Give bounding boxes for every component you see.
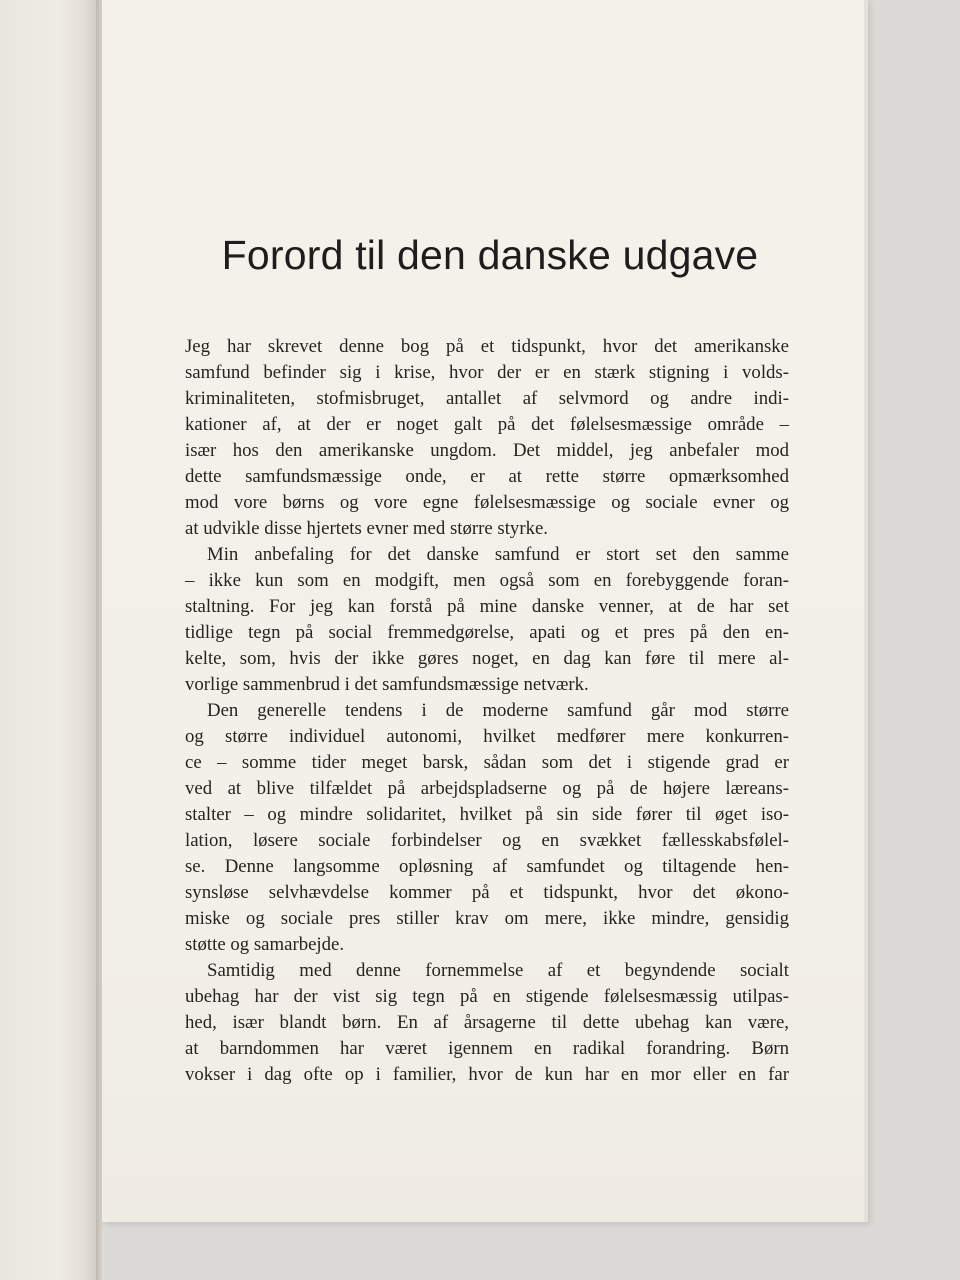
text-line: kationer af, at der er noget galt på det følelsesmæssige område – — [185, 414, 789, 435]
text-line: – ikke kun som en modgift, men også som en forebyggende foran- — [185, 570, 789, 591]
paragraph — [185, 542, 789, 698]
text-line: Samtidig med denne fornemmelse af et begyndende socialt — [207, 960, 789, 981]
body-text — [185, 334, 789, 1088]
chapter-title: Forord til den danske udgave — [221, 232, 759, 278]
text-line: staltning. For jeg kan forstå på mine danske venner, at de har set — [185, 596, 789, 617]
text-line: vokser i dag ofte op i familier, hvor de kun har en mor eller en far — [185, 1064, 789, 1085]
text-line: støtte og samarbejde. — [185, 934, 345, 955]
text-line: og større individuel autonomi, hvilket medfører mere konkurren- — [185, 726, 789, 747]
text-line: synsløse selvhævdelse kommer på et tidspunkt, hvor det økono- — [185, 882, 789, 903]
book-page — [102, 0, 868, 1222]
paragraph — [185, 958, 789, 1088]
text-line: ved at blive tilfældet på arbejdspladserne og på de højere læreans- — [185, 778, 789, 799]
left-page — [0, 0, 100, 1280]
text-line: at udvikle disse hjertets evner med større styrke. — [185, 518, 548, 539]
text-line: dette samfundsmæssige onde, er at rette større opmærksomhed — [185, 466, 789, 487]
text-line: Den generelle tendens i de moderne samfund går mod større — [207, 700, 789, 721]
paragraph — [185, 334, 789, 542]
text-line: især hos den amerikanske ungdom. Det middel, jeg anbefaler mod — [185, 440, 789, 461]
text-line: Jeg har skrevet denne bog på et tidspunkt, hvor det amerikanske — [185, 336, 789, 357]
text-line: vorlige sammenbrud i det samfundsmæssige netværk. — [185, 674, 589, 695]
text-line: stalter – og mindre solidaritet, hvilket på sin side fører til øget iso- — [185, 804, 789, 825]
text-line: ce – somme tider meget barsk, sådan som det i stigende grad er — [185, 752, 789, 773]
paragraph — [185, 698, 789, 958]
text-line: Min anbefaling for det danske samfund er stort set den samme — [207, 544, 789, 565]
text-line: tidlige tegn på social fremmedgørelse, apati og et pres på den en- — [185, 622, 789, 643]
page-edge — [864, 0, 868, 1222]
text-line: se. Denne langsomme opløsning af samfundet og tiltagende hen- — [185, 856, 789, 877]
text-line: miske og sociale pres stiller krav om mere, ikke mindre, gensidig — [185, 908, 789, 929]
text-line: ubehag har der vist sig tegn på en stigende følelsesmæssig utilpas- — [185, 986, 789, 1007]
text-line: kriminaliteten, stofmisbruget, antallet af selvmord og andre indi- — [185, 388, 789, 409]
text-line: hed, især blandt børn. En af årsagerne til dette ubehag kan være, — [185, 1012, 789, 1033]
text-line: kelte, som, hvis der ikke gøres noget, en dag kan føre til mere al- — [185, 648, 789, 669]
text-line: mod vore børns og vore egne følelsesmæssige og sociale evner og — [185, 492, 789, 513]
text-line: at barndommen har været igennem en radikal forandring. Børn — [185, 1038, 789, 1059]
text-line: lation, løsere sociale forbindelser og en svækket fællesskabsfølel- — [185, 830, 789, 851]
text-line: samfund befinder sig i krise, hvor der er en stærk stigning i volds- — [185, 362, 789, 383]
